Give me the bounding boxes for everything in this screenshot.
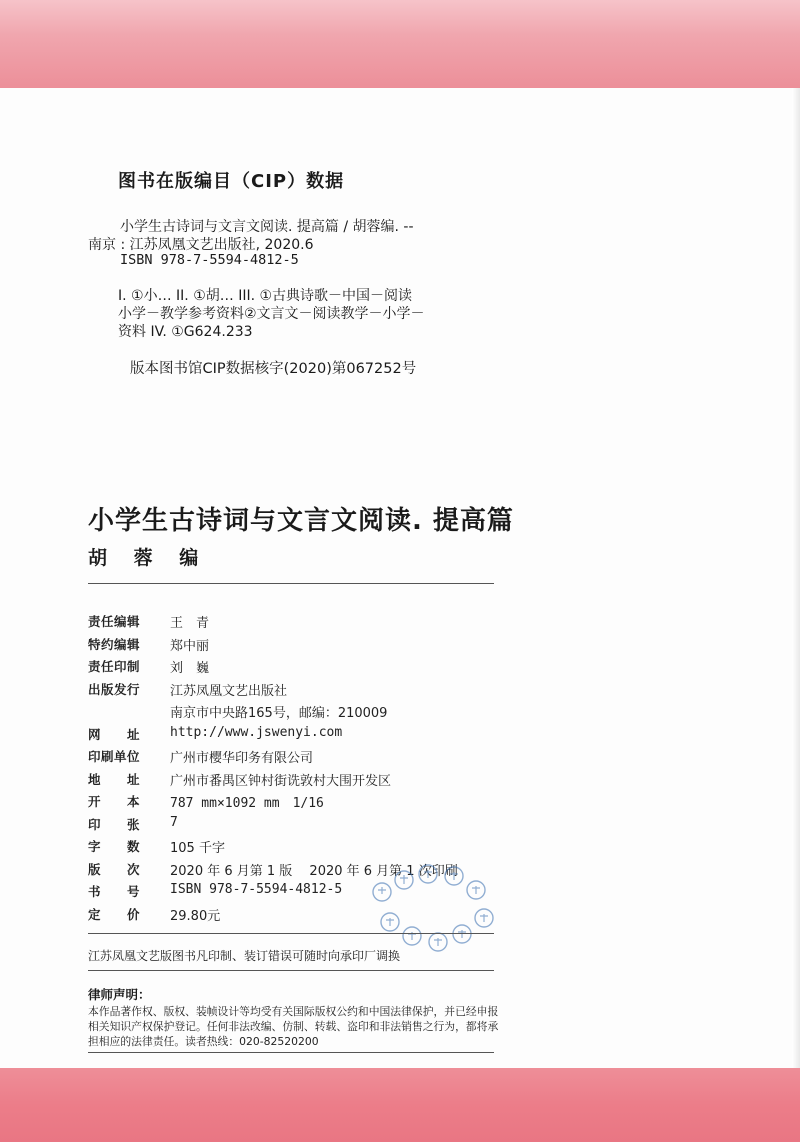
- colophon-row: [88, 725, 508, 748]
- colophon-label: 字 数: [88, 839, 141, 854]
- colophon-value: 7: [170, 814, 178, 830]
- colophon-label: 特约编辑: [88, 636, 141, 652]
- website-link[interactable]: http://www.jswenyi.com: [170, 724, 343, 740]
- colophon-row: [88, 702, 508, 725]
- divider-lower: [88, 970, 494, 971]
- colophon-label: 责任编辑: [88, 614, 141, 629]
- colophon-row: [88, 792, 508, 815]
- cip-line-1: 小学生古诗词与文言文阅读. 提高篇 / 胡蓉编. --: [120, 219, 414, 235]
- cip-classification-3: 资料 IV. ①G624.233: [118, 324, 253, 340]
- cip-record-number: 版本图书馆CIP数据核字(2020)第067252号: [130, 361, 417, 377]
- colophon-row: [88, 747, 508, 770]
- cip-isbn: ISBN 978-7-5594-4812-5: [120, 252, 299, 268]
- divider-bottom: [88, 1052, 494, 1053]
- colophon-value: 广州市樱华印务有限公司: [170, 751, 314, 766]
- colophon-value: 29.80元: [170, 908, 221, 924]
- colophon-value: 南京市中央路165号，邮编：210009: [170, 706, 388, 721]
- colophon-row: [88, 657, 508, 680]
- colophon-value: 广州市番禺区钟村街诜敦村大围开发区: [170, 773, 392, 789]
- page-edge: [792, 88, 800, 1068]
- colophon-label: 地 址: [88, 771, 141, 787]
- cip-classification-2: 小学－教学参考资料②文言文－阅读教学－小学－: [118, 306, 425, 322]
- lawyer-statement: 本作品著作权、版权、装帧设计等均受有关国际版权公约和中国法律保护，并已经申报相关知识产权保护登记。任何非法改编、仿制、转载、盗印和非法销售之行为，都将承担相应的法律责任。读者热线：020-82520200: [88, 1005, 499, 1048]
- cip-line-2: 南京 : 江苏凤凰文艺出版社, 2020.6: [88, 237, 314, 253]
- book-title: 小学生古诗词与文言文阅读. 提高篇: [88, 506, 514, 536]
- divider-top: [88, 583, 494, 584]
- colophon-label: 责任印制: [88, 659, 141, 674]
- colophon-value: 江苏凤凰文艺出版社: [170, 683, 288, 699]
- colophon-row: [88, 612, 508, 635]
- colophon-label: 印刷单位: [88, 749, 141, 764]
- colophon-label: 出版发行: [88, 681, 141, 697]
- colophon-label: 开 本: [88, 794, 141, 809]
- colophon-value: 刘 巍: [170, 661, 210, 676]
- colophon-value: ISBN 978-7-5594-4812-5: [170, 882, 343, 897]
- cip-heading: 图书在版编目（CIP）数据: [118, 171, 345, 192]
- cip-classification-1: I. ①小… II. ①胡… III. ①古典诗歌－中国－阅读: [118, 288, 413, 304]
- bottom-color-band: [0, 1068, 800, 1142]
- colophon-value: 105 千字: [170, 841, 225, 856]
- colophon-row: [88, 770, 508, 793]
- divider-middle: [88, 933, 494, 934]
- colophon-label: 书 号: [88, 884, 141, 899]
- colophon-value: 2020 年 6 月第 1 版 2020 年 6 月第 1 次印刷: [170, 863, 458, 879]
- colophon-label: 定 价: [88, 906, 141, 922]
- colophon-row: [88, 815, 508, 838]
- colophon-value: 王 青: [170, 616, 210, 631]
- colophon-value: 787 mm×1092 mm 1/16: [170, 796, 324, 811]
- colophon-row: [88, 680, 508, 703]
- colophon-row: [88, 837, 508, 860]
- colophon-value: 郑中丽: [170, 638, 210, 654]
- book-author: 胡 蓉 编: [88, 547, 209, 569]
- top-color-band: [0, 0, 800, 88]
- colophon-row: [88, 635, 508, 658]
- colophon-label: 版 次: [88, 861, 141, 877]
- lawyer-heading: 律师声明：: [88, 987, 151, 1002]
- reprint-notice: 江苏凤凰文艺版图书凡印制、装订错误可随时向承印厂调换: [88, 949, 401, 963]
- colophon-label: 印 张: [88, 816, 141, 832]
- colophon-label: 网 址: [88, 726, 141, 742]
